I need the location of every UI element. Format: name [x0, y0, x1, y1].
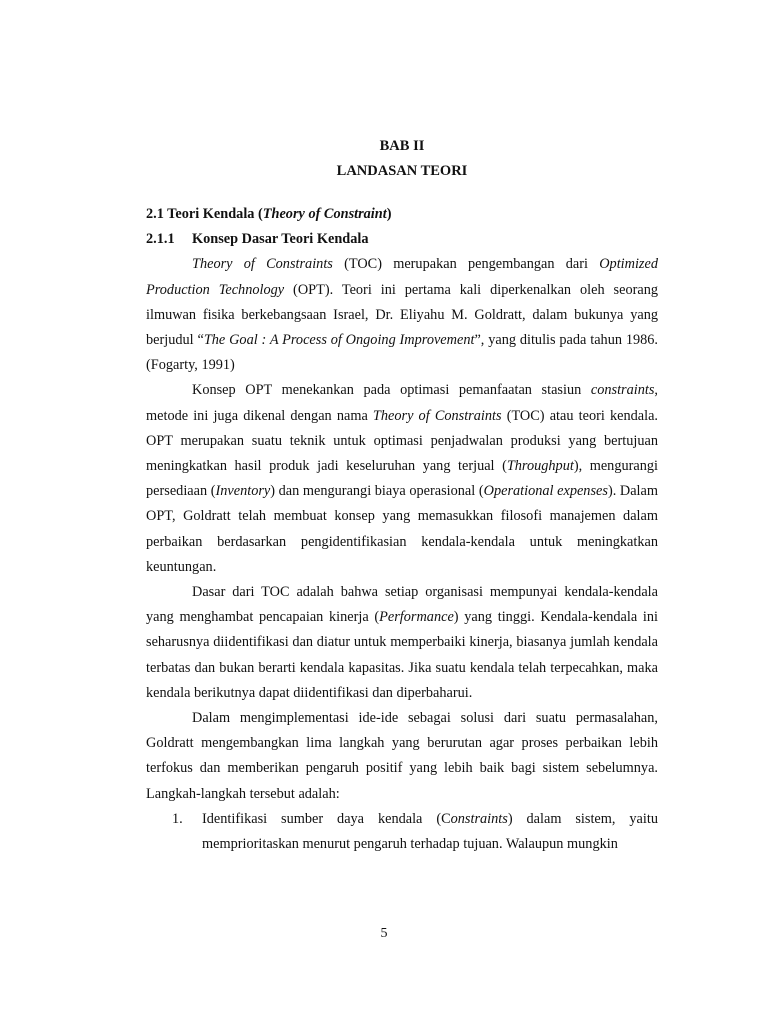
section-title-italic: Theory of Constraint	[262, 206, 387, 222]
text-run: ) yang tinggi. Kendala-kendala ini seharusnya diidentifikasi dan diatur untuk memperbaiki kinerja, biasanya jumlah kendala terbatas dan bukan berarti kendala kapasitas. Jika suatu kendala telah terpecahkan, maka kendala berikutnya dapat diidentifikasi dan diperbaharui.	[146, 609, 658, 701]
paragraph	[146, 580, 658, 706]
subsection-heading	[146, 227, 658, 252]
text-run: (TOC) merupakan pengembangan dari	[332, 256, 600, 273]
italic-text: Inventory	[215, 483, 271, 500]
section-title-post: )	[386, 206, 392, 222]
paragraph	[146, 252, 658, 378]
text-run: Konsep OPT menekankan pada optimasi pemanfaatan stasiun	[192, 382, 591, 399]
chapter-number: BAB II	[379, 138, 425, 154]
text-run: ”, yang ditulis pada tahun 1986. (Fogarty, 1991)	[146, 332, 658, 374]
chapter-title: LANDASAN TEORI	[336, 163, 468, 179]
paragraph	[146, 706, 658, 807]
italic-text: Theory of Constraints	[192, 256, 333, 273]
steps-list	[146, 807, 658, 857]
text-run: ). Dalam OPT, Goldratt telah membuat konsep yang memasukkan filosofi manajemen dalam perbaikan berdasarkan pengidentifikasian kendala-kendala untuk meningkatkan keuntungan.	[146, 483, 658, 575]
italic-text: The Goal : A Process of Ongoing Improvement	[203, 332, 475, 349]
text-run: ) dan mengurangi biaya operasional (	[270, 483, 484, 500]
italic-text: constraints	[590, 382, 655, 399]
section-title-pre: 2.1 Teori Kendala (	[146, 206, 263, 222]
subsection-title: Konsep Dasar Teori Kendala	[192, 231, 369, 248]
italic-text: Optimized Production Technology	[146, 256, 658, 298]
text-run: , metode ini juga dikenal dengan nama	[146, 382, 658, 424]
paragraph	[146, 378, 658, 580]
italic-text: Operational expenses	[483, 483, 608, 500]
text-run: Dasar dari TOC adalah bahwa setiap organisasi mempunyai kendala-kendala yang menghambat pencapaian kinerja (	[146, 584, 658, 626]
italic-text: Performance	[379, 609, 454, 626]
list-marker: 1.	[172, 810, 183, 827]
italic-text: Throughput	[506, 458, 574, 475]
text-run: ) dalam sistem, yaitu memprioritaskan menurut pengaruh terhadap tujuan. Walaupun mungkin	[202, 810, 658, 853]
text-run: (TOC) atau teori kendala. OPT merupakan suatu teknik untuk optimasi penjadwalan produksi yang bertujuan meningkatkan hasil produk jadi keseluruhan yang terjual (	[146, 407, 658, 475]
italic-text: onstraints	[450, 810, 508, 827]
italic-text: Theory of Constraints	[372, 407, 502, 424]
list-item-text	[202, 807, 658, 857]
page-number: 5	[380, 926, 388, 941]
text-run: Identifikasi sumber daya kendala (C	[202, 810, 451, 827]
page-content	[146, 202, 658, 857]
section-heading	[146, 202, 658, 227]
list-item	[146, 807, 658, 857]
subsection-number: 2.1.1	[146, 231, 175, 248]
text-run: (OPT). Teori ini pertama kali diperkenalkan oleh seorang ilmuwan fisika berkebangsaan Israel, Dr. Eliyahu M. Goldratt, dalam bukunya yang berjudul “	[146, 281, 658, 349]
text-run: ), mengurangi persediaan (	[146, 458, 658, 500]
text-run: Dalam mengimplementasi ide-ide sebagai solusi dari suatu permasalahan, Goldratt mengembangkan lima langkah yang berurutan agar proses perbaikan lebih terfokus dan memberikan pengaruh positif yang lebih baik bagi sistem sebelumnya. Langkah-langkah tersebut adalah:	[146, 710, 658, 802]
chapter-heading	[146, 134, 658, 184]
